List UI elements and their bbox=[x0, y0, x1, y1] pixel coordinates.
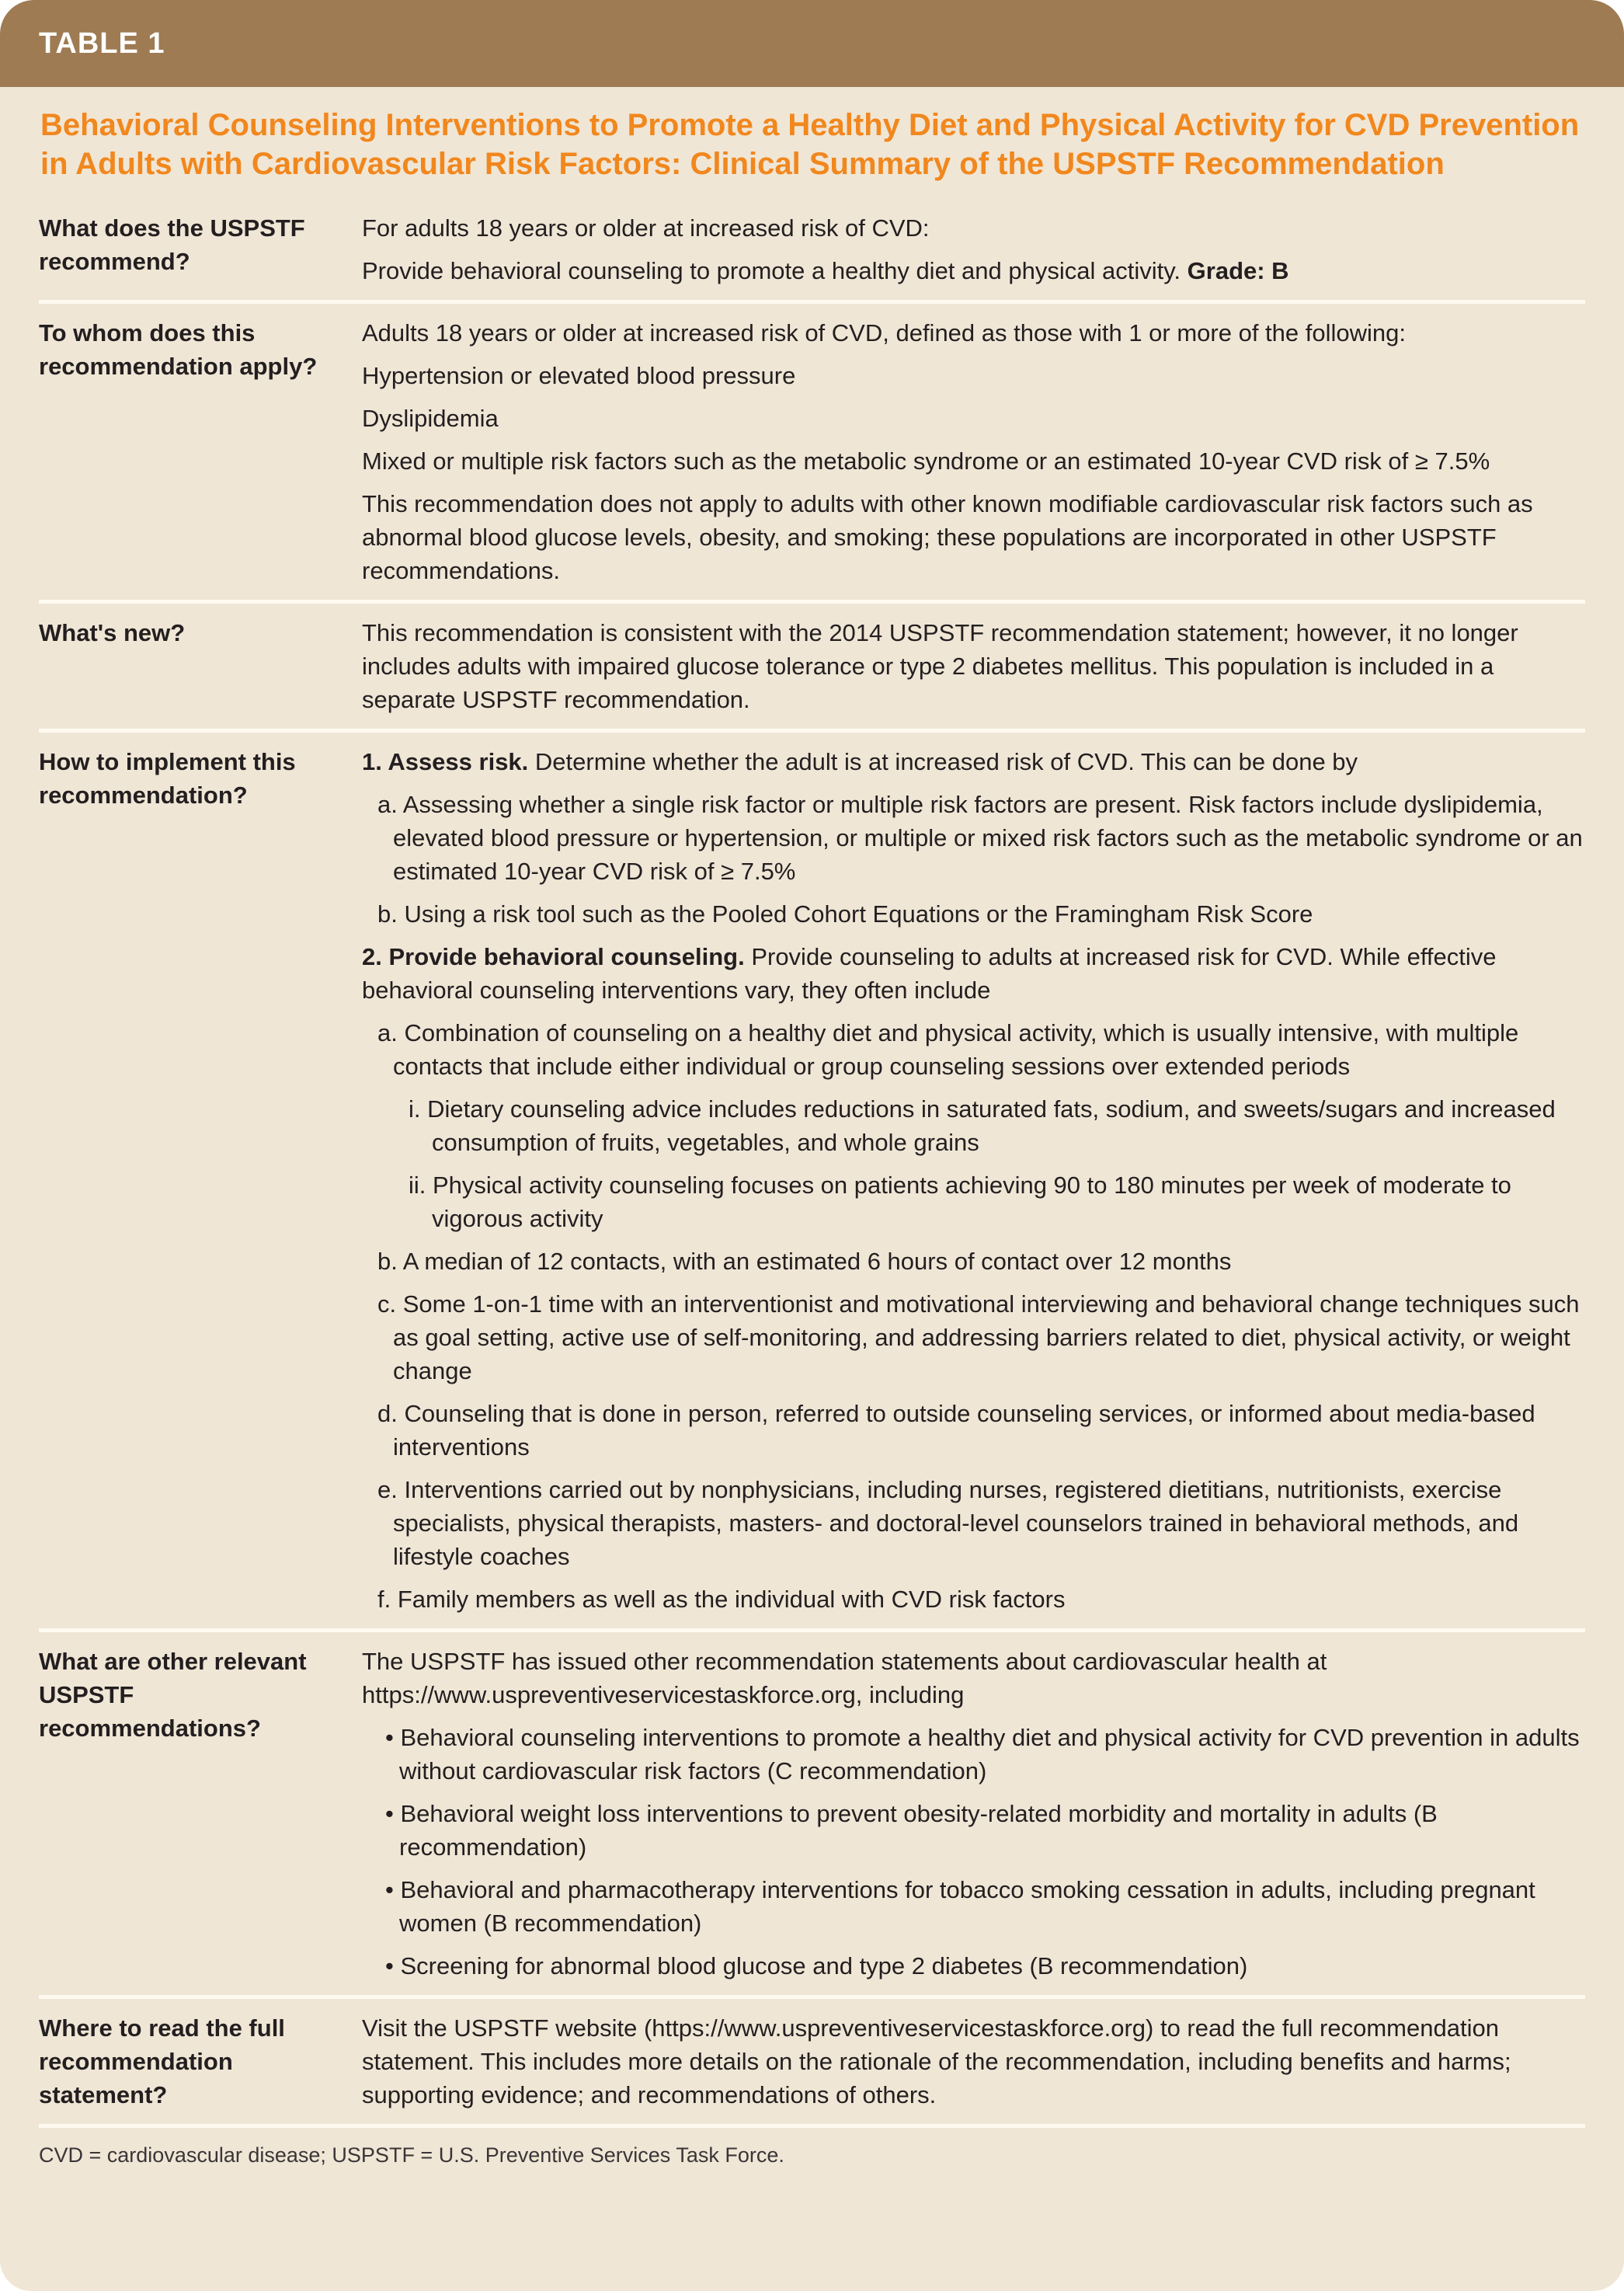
step-2 bbox=[362, 940, 1585, 1007]
row-answer bbox=[362, 745, 1585, 1616]
answer-paragraph: Visit the USPSTF website (https://www.uspreventiveservicestaskforce.org) to read the full recommendation statement. This includes more details on the rationale of the recommendation, including benefits and harms; supporting evidence; and recommendations of others. bbox=[362, 2014, 1511, 2108]
answer-paragraph: This recommendation does not apply to adults with other known modifiable cardiovascular risk factors such as abnormal blood glucose levels, obesity, and smoking; these populations are incorporated in other USPSTF recommendations. bbox=[362, 490, 1533, 584]
row-answer bbox=[362, 616, 1585, 716]
bullet-item: • Screening for abnormal blood glucose and type 2 diabetes (B recommendation) bbox=[385, 1952, 1248, 1979]
row-question: Where to read the full recommendation statement? bbox=[39, 2014, 285, 2108]
answer-paragraph: Adults 18 years or older at increased risk of CVD, defined as those with 1 or more of the following: bbox=[362, 319, 1407, 346]
row-question: What's new? bbox=[39, 619, 186, 646]
list-item: f. Family members as well as the individual with CVD risk factors bbox=[377, 1586, 1066, 1613]
answer-paragraph: The USPSTF has issued other recommendation statements about cardiovascular health at https://www.uspreventiveservicestaskforce.org, including bbox=[362, 1648, 1327, 1708]
row-question: What does the USPSTF recommend? bbox=[39, 214, 305, 275]
bullet-item: • Behavioral and pharmacotherapy interventions for tobacco smoking cessation in adults, including pregnant women (B recommendation) bbox=[385, 1876, 1535, 1937]
step-heading: 1. Assess risk. bbox=[362, 748, 529, 775]
row-question: What are other relevant USPSTF recommendations? bbox=[39, 1648, 307, 1742]
list-item: a. Assessing whether a single risk factor or multiple risk factors are present. Risk factors include dyslipidemia, elevated blood pressure or hypertension, or multiple or mixed risk factors such as the metabolic syndrome or an estimated 10-year CVD risk of ≥ 7.5% bbox=[377, 791, 1583, 885]
row-question: To whom does this recommendation apply? bbox=[39, 319, 318, 380]
step-1 bbox=[362, 745, 1585, 778]
table-label: TABLE 1 bbox=[39, 26, 165, 60]
answer-paragraph: For adults 18 years or older at increased risk of CVD: bbox=[362, 214, 930, 242]
table-row-population bbox=[39, 304, 1585, 604]
step-heading: 2. Provide behavioral counseling. bbox=[362, 943, 745, 970]
row-answer bbox=[362, 2011, 1585, 2112]
list-item: b. Using a risk tool such as the Pooled Cohort Equations or the Framingham Risk Score bbox=[377, 900, 1313, 928]
step-text: Provide counseling to adults at increased risk for CVD. While effective behavioral counseling interventions vary, they often include bbox=[362, 943, 1497, 1004]
table-header-bar bbox=[0, 0, 1624, 87]
answer-paragraph: Mixed or multiple risk factors such as the metabolic syndrome or an estimated 10-year CVD risk of ≥ 7.5% bbox=[362, 447, 1490, 475]
list-item: b. A median of 12 contacts, with an estimated 6 hours of contact over 12 months bbox=[377, 1248, 1232, 1275]
answer-paragraph: Dyslipidemia bbox=[362, 405, 499, 432]
table-row-whats-new bbox=[39, 604, 1585, 733]
step-text: Determine whether the adult is at increased risk of CVD. This can be done by bbox=[528, 748, 1358, 775]
answer-text: Provide behavioral counseling to promote a healthy diet and physical activity. bbox=[362, 257, 1181, 284]
list-item: c. Some 1-on-1 time with an interventionist and motivational interviewing and behavioral change techniques such as goal setting, active use of self-monitoring, and addressing barriers related to diet, physical activity, or weight change bbox=[377, 1290, 1580, 1384]
table-row-recommend bbox=[39, 199, 1585, 304]
footnote: CVD = cardiovascular disease; USPSTF = U.S. Preventive Services Task Force. bbox=[39, 2143, 784, 2167]
row-answer bbox=[362, 211, 1585, 287]
table-title: Behavioral Counseling Interventions to Promote a Healthy Diet and Physical Activity for CVD Prevention in Adults with Cardiovascular Risk Factors: Clinical Summary of the USPSTF Recommendation bbox=[40, 108, 1580, 181]
table-row-where-to-read bbox=[39, 1999, 1585, 2128]
list-item: e. Interventions carried out by nonphysicians, including nurses, registered dietitians, nutritionists, exercise specialists, physical therapists, masters- and doctoral-level counselors trained in behavioral methods, and lifestyle coaches bbox=[377, 1476, 1519, 1570]
answer-paragraph: This recommendation is consistent with the 2014 USPSTF recommendation statement; however, it no longer includes adults with impaired glucose tolerance or type 2 diabetes mellitus. This population is included in a separate USPSTF recommendation. bbox=[362, 619, 1518, 713]
answer-paragraph bbox=[362, 254, 1585, 287]
row-answer bbox=[362, 316, 1585, 587]
table-row-implement bbox=[39, 733, 1585, 1632]
answer-paragraph: Hypertension or elevated blood pressure bbox=[362, 362, 796, 389]
row-answer bbox=[362, 1645, 1585, 1983]
table-row-other-recommendations bbox=[39, 1632, 1585, 1999]
list-item: d. Counseling that is done in person, referred to outside counseling services, or informed about media-based interventions bbox=[377, 1400, 1535, 1461]
grade-label: Grade: B bbox=[1187, 257, 1289, 284]
summary-table bbox=[39, 199, 1585, 2128]
list-subitem: ii. Physical activity counseling focuses on patients achieving 90 to 180 minutes per week of moderate to vigorous activity bbox=[409, 1172, 1511, 1232]
bullet-item: • Behavioral weight loss interventions to prevent obesity-related morbidity and mortality in adults (B recommendation) bbox=[385, 1800, 1438, 1861]
bullet-item: • Behavioral counseling interventions to promote a healthy diet and physical activity for CVD prevention in adults without cardiovascular risk factors (C recommendation) bbox=[385, 1724, 1580, 1784]
row-question: How to implement this recommendation? bbox=[39, 748, 296, 809]
list-subitem: i. Dietary counseling advice includes reductions in saturated fats, sodium, and sweets/sugars and increased consumption of fruits, vegetables, and whole grains bbox=[409, 1095, 1556, 1156]
list-item: a. Combination of counseling on a healthy diet and physical activity, which is usually intensive, with multiple contacts that include either individual or group counseling sessions over extended periods bbox=[377, 1019, 1519, 1080]
